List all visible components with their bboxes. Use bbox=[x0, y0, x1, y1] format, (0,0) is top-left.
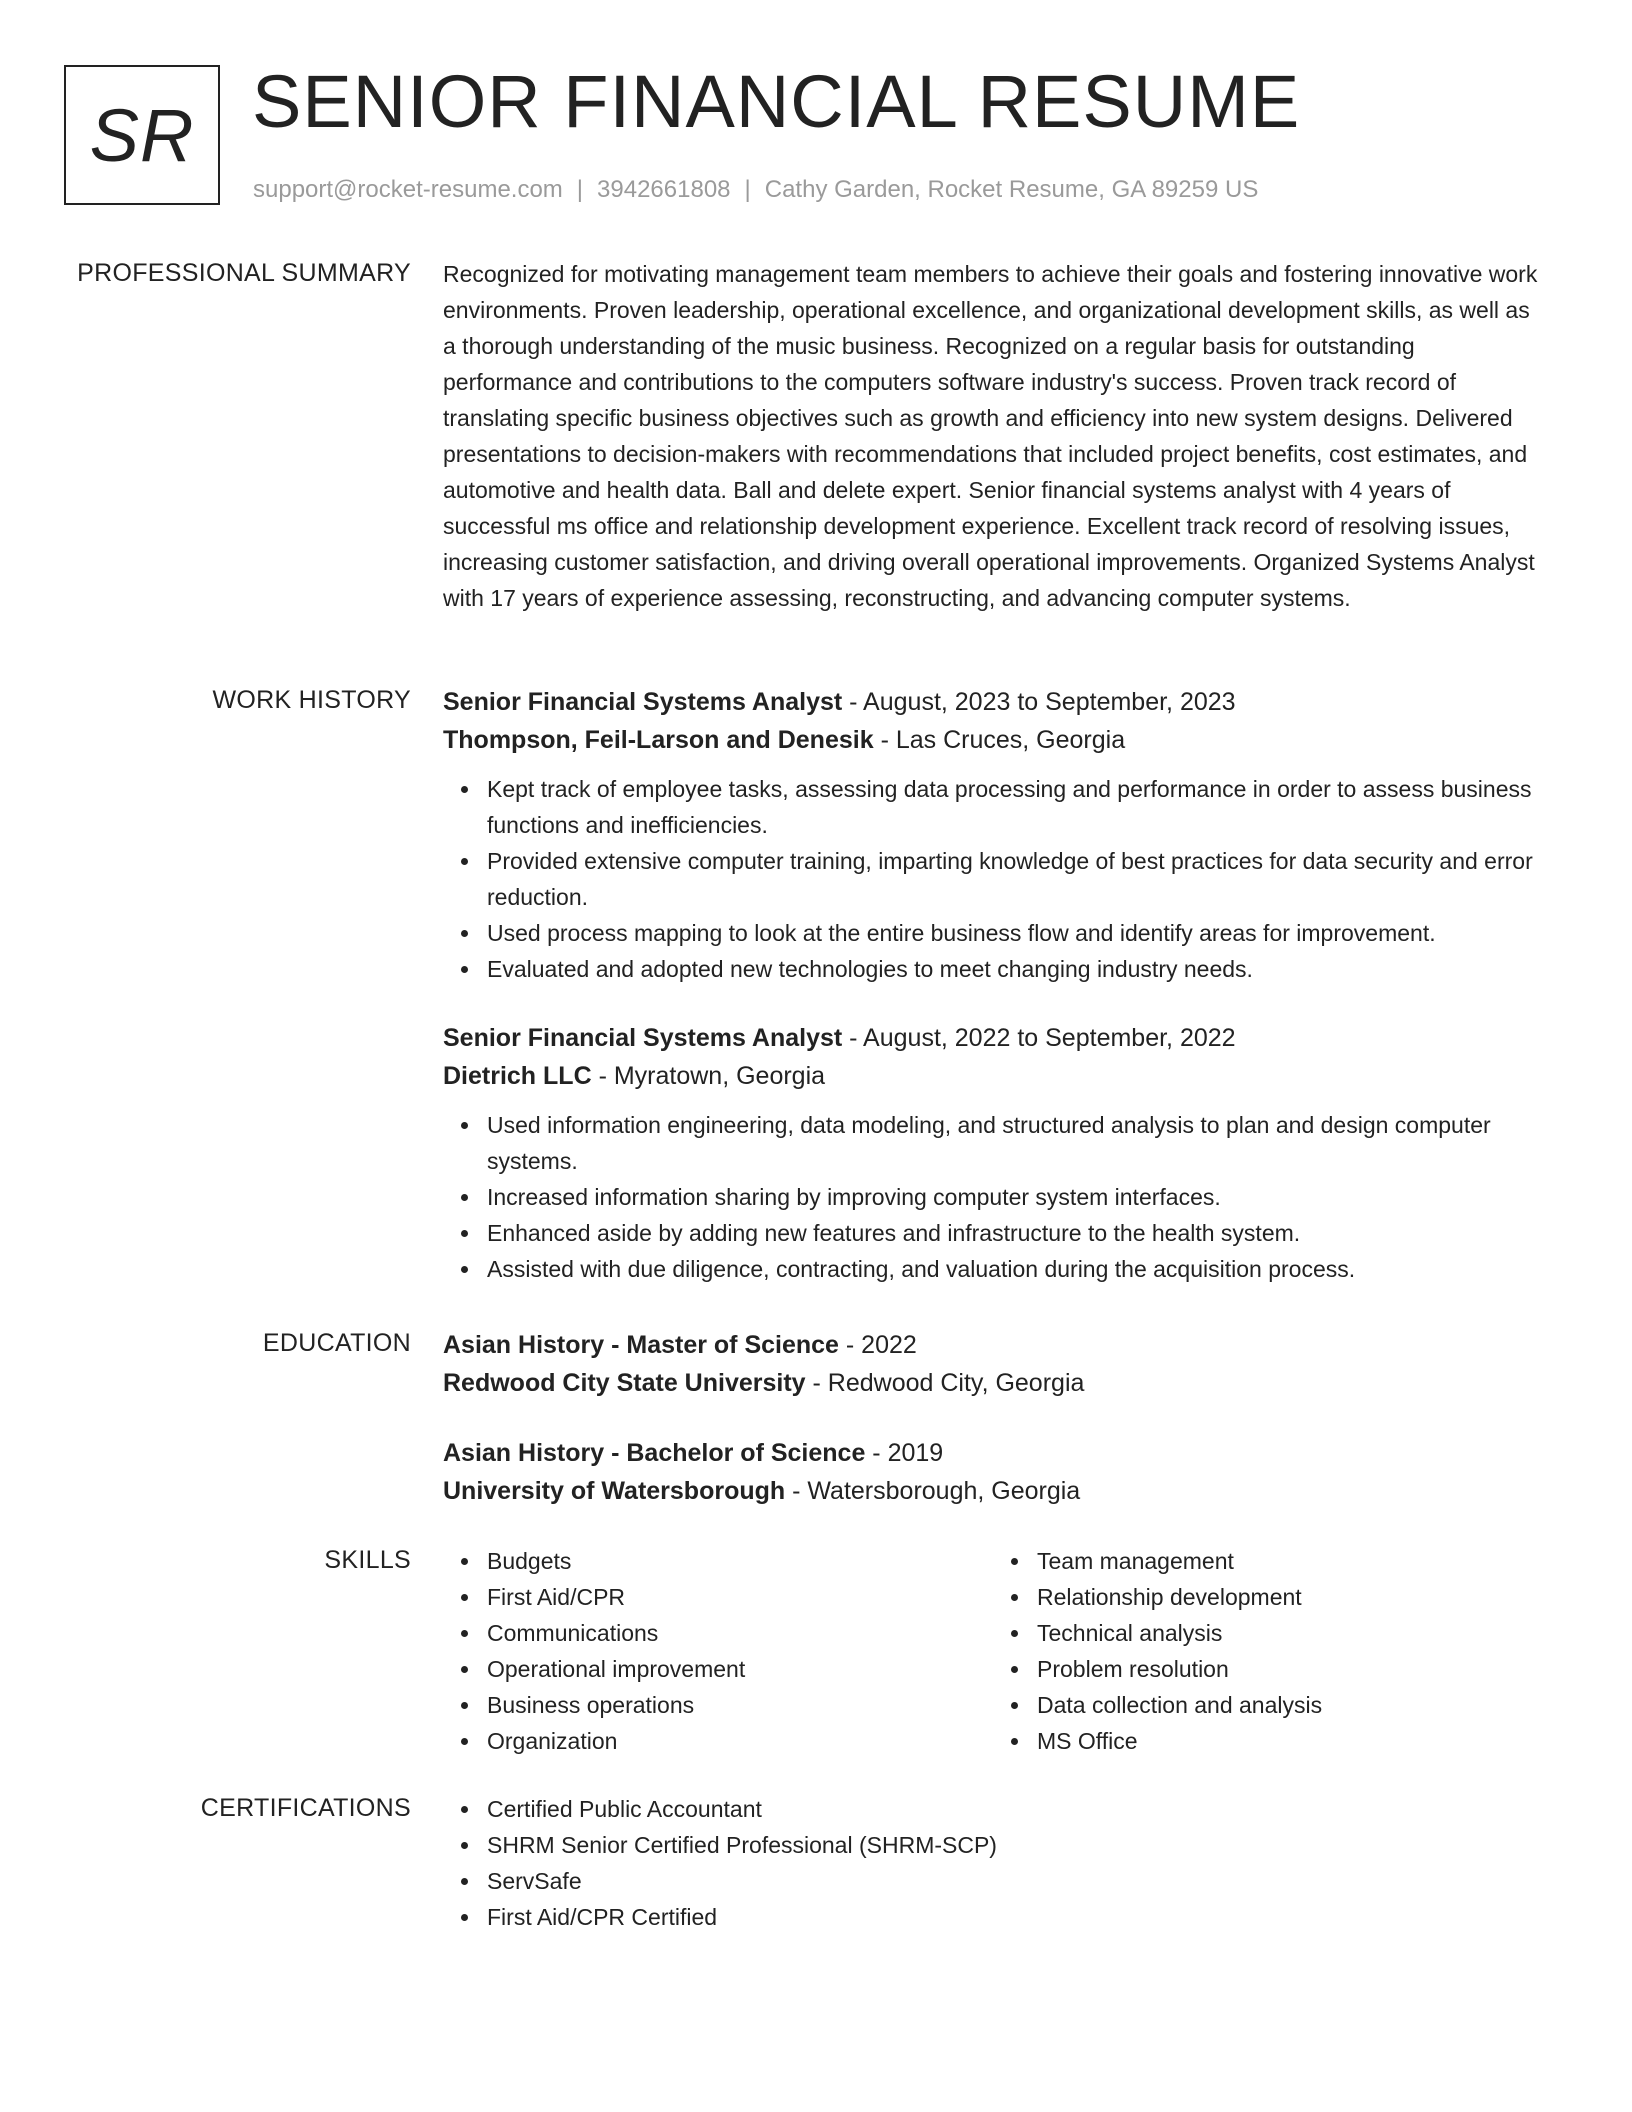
job-company: Thompson, Feil-Larson and Denesik bbox=[443, 726, 874, 754]
list-item: SHRM Senior Certified Professional (SHRM-SCP) bbox=[487, 1827, 1543, 1863]
degree-year: - 2022 bbox=[838, 1331, 917, 1359]
job-location: - Las Cruces, Georgia bbox=[873, 726, 1126, 754]
list-item: First Aid/CPR bbox=[487, 1579, 993, 1615]
list-item: Data collection and analysis bbox=[1037, 1687, 1543, 1723]
school-line bbox=[443, 1364, 1543, 1402]
school: Redwood City State University bbox=[443, 1369, 806, 1397]
list-item: Organization bbox=[487, 1723, 993, 1759]
resume-title: SENIOR FINANCIAL RESUME bbox=[252, 60, 1301, 143]
contact-address: Cathy Garden, Rocket Resume, GA 89259 US bbox=[764, 176, 1259, 203]
degree-year: - 2019 bbox=[865, 1439, 944, 1467]
job-location: - Myratown, Georgia bbox=[591, 1062, 826, 1090]
certifications-body bbox=[443, 1791, 1543, 1935]
skills-list-right bbox=[993, 1543, 1543, 1759]
summary-body bbox=[443, 256, 1543, 616]
contact-line bbox=[253, 173, 1258, 207]
section-heading: PROFESSIONAL SUMMARY bbox=[77, 259, 411, 287]
job-title: Senior Financial Systems Analyst bbox=[443, 1024, 843, 1052]
job-entry bbox=[443, 683, 1543, 987]
skills-list-left bbox=[443, 1543, 993, 1759]
contact-email: support@rocket-resume.com bbox=[253, 176, 563, 203]
list-item: Certified Public Accountant bbox=[487, 1791, 1543, 1827]
list-item: Team management bbox=[1037, 1543, 1543, 1579]
list-item: Enhanced aside by adding new features and infrastructure to the health system. bbox=[487, 1215, 1543, 1251]
list-item: Used information engineering, data modeling, and structured analysis to plan and design computer systems. bbox=[487, 1107, 1543, 1179]
list-item: Relationship development bbox=[1037, 1579, 1543, 1615]
job-bullets bbox=[443, 771, 1543, 987]
list-item: ServSafe bbox=[487, 1863, 1543, 1899]
list-item: Used process mapping to look at the entire business flow and identify areas for improvement. bbox=[487, 915, 1543, 951]
job-title-line bbox=[443, 1019, 1543, 1057]
skills-body bbox=[443, 1543, 1543, 1759]
list-item: Communications bbox=[487, 1615, 993, 1651]
list-item: First Aid/CPR Certified bbox=[487, 1899, 1543, 1935]
job-entry bbox=[443, 1019, 1543, 1287]
school: University of Watersborough bbox=[443, 1477, 786, 1505]
school-location: - Redwood City, Georgia bbox=[805, 1369, 1085, 1397]
monogram-logo: SR bbox=[64, 65, 220, 205]
list-item: Budgets bbox=[487, 1543, 993, 1579]
list-item: Operational improvement bbox=[487, 1651, 993, 1687]
job-company-line bbox=[443, 721, 1543, 759]
degree-line bbox=[443, 1434, 1543, 1472]
section-heading: SKILLS bbox=[324, 1546, 411, 1574]
list-item: MS Office bbox=[1037, 1723, 1543, 1759]
work-history-body bbox=[443, 683, 1543, 1287]
section-heading: CERTIFICATIONS bbox=[200, 1794, 411, 1822]
list-item: Increased information sharing by improving computer system interfaces. bbox=[487, 1179, 1543, 1215]
school-line bbox=[443, 1472, 1543, 1510]
job-dates: - August, 2023 to September, 2023 bbox=[842, 688, 1236, 716]
degree: Asian History - Bachelor of Science bbox=[443, 1439, 866, 1467]
job-bullets bbox=[443, 1107, 1543, 1287]
job-company-line bbox=[443, 1057, 1543, 1095]
job-title-line bbox=[443, 683, 1543, 721]
section-heading: EDUCATION bbox=[262, 1329, 411, 1357]
job-title: Senior Financial Systems Analyst bbox=[443, 688, 843, 716]
contact-separator: | bbox=[744, 176, 751, 203]
list-item: Business operations bbox=[487, 1687, 993, 1723]
contact-separator: | bbox=[576, 176, 584, 203]
list-item: Provided extensive computer training, imparting knowledge of best practices for data security and error reduction. bbox=[487, 843, 1543, 915]
degree: Asian History - Master of Science bbox=[443, 1331, 839, 1359]
contact-phone: 3942661808 bbox=[597, 176, 731, 203]
job-dates: - August, 2022 to September, 2022 bbox=[842, 1024, 1236, 1052]
list-item: Kept track of employee tasks, assessing data processing and performance in order to assess business functions and inefficiencies. bbox=[487, 771, 1543, 843]
certifications-list bbox=[443, 1791, 1543, 1935]
job-company: Dietrich LLC bbox=[443, 1062, 592, 1090]
education-entry bbox=[443, 1326, 1543, 1402]
summary-text: Recognized for motivating management team members to achieve their goals and fostering innovative work environments. Proven leadership, operational excellence, and organizational development skills, as well as a thorough understanding of the music business. Recognized on a regular basis for outstanding performance and contributions to the computers software industry's success. Proven track record of translating specific business objectives such as growth and efficiency into new system designs. Delivered presentations to decision-makers with recommendations that included project benefits, cost estimates, and automotive and health data. Ball and delete expert. Senior financial systems analyst with 4 years of successful ms office and relationship development experience. Excellent track record of resolving issues, increasing customer satisfaction, and driving overall operational improvements. Organized Systems Analyst with 17 years of experience assessing, reconstructing, and advancing computer systems. bbox=[443, 261, 1538, 611]
list-item: Assisted with due diligence, contracting, and valuation during the acquisition process. bbox=[487, 1251, 1543, 1287]
degree-line bbox=[443, 1326, 1543, 1364]
education-body bbox=[443, 1326, 1543, 1510]
education-entry bbox=[443, 1434, 1543, 1510]
list-item: Evaluated and adopted new technologies to meet changing industry needs. bbox=[487, 951, 1543, 987]
list-item: Technical analysis bbox=[1037, 1615, 1543, 1651]
school-location: - Watersborough, Georgia bbox=[785, 1477, 1081, 1505]
list-item: Problem resolution bbox=[1037, 1651, 1543, 1687]
section-heading: WORK HISTORY bbox=[212, 686, 411, 714]
